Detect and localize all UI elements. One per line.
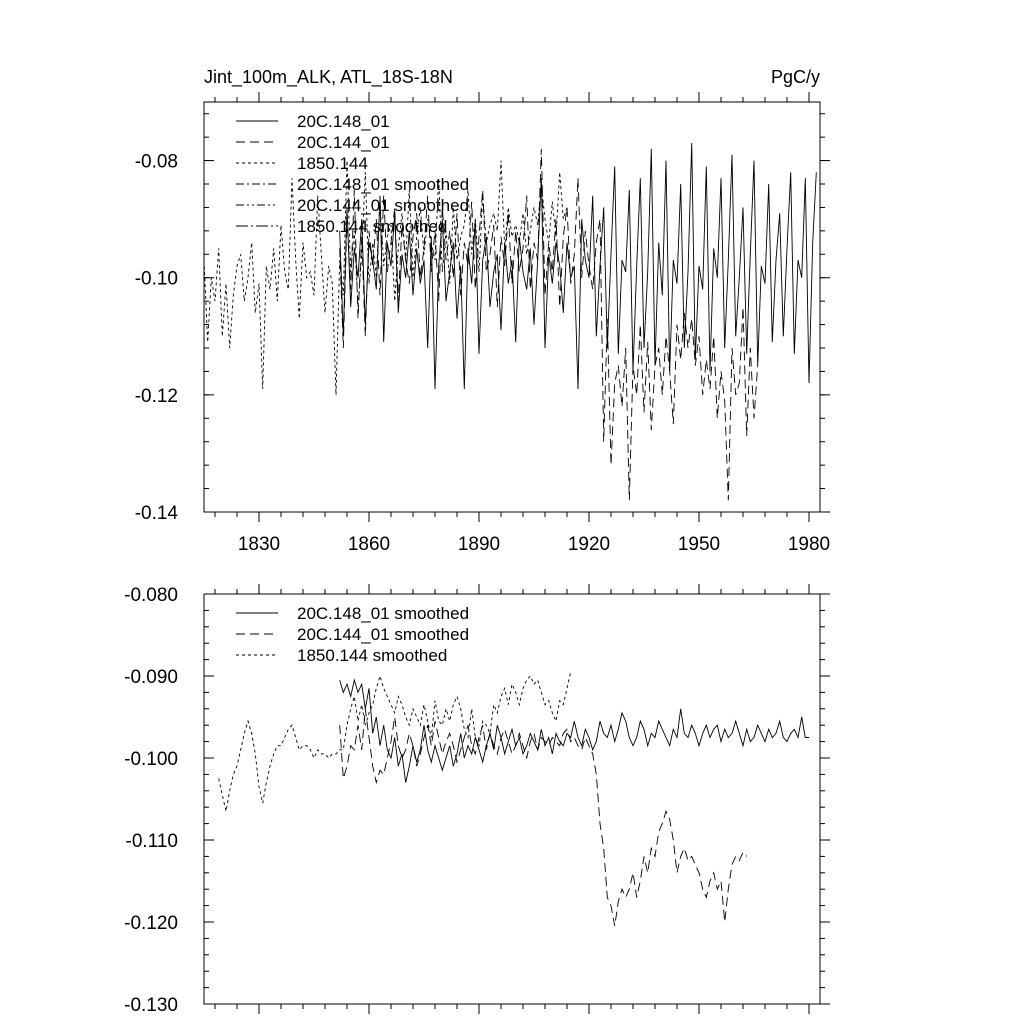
legend-label: 20C.148_01 smoothed xyxy=(297,604,470,623)
legend-label: 20C.144_01 smoothed xyxy=(297,196,470,215)
legend-label: 20C.148_01 xyxy=(297,112,390,131)
series-line xyxy=(340,680,809,783)
series-line xyxy=(340,709,747,926)
y-tick-label: -0.10 xyxy=(134,268,178,290)
legend-label: 1850.144 xyxy=(297,154,368,173)
top-chart-panel xyxy=(135,67,830,555)
x-tick-label: 1860 xyxy=(347,534,391,555)
x-tick-label: 1920 xyxy=(567,534,611,555)
y-tick-label: -0.08 xyxy=(134,151,178,173)
x-tick-label: 1890 xyxy=(457,534,501,555)
units-label: PgC/y xyxy=(770,67,820,87)
y-tick-label: -0.120 xyxy=(124,913,178,934)
bottom-axis-ticks xyxy=(124,584,830,1016)
y-tick-label: -0.110 xyxy=(125,831,178,852)
bottom-series-group xyxy=(219,672,809,926)
x-tick-label: 1830 xyxy=(237,534,281,555)
y-tick-label: -0.130 xyxy=(124,995,178,1016)
legend-label: 20C.144_01 xyxy=(297,133,390,152)
top-series-group xyxy=(204,143,816,500)
legend-label: 20C.144_01 smoothed xyxy=(297,625,470,644)
legend-label: 20C.148_01 smoothed xyxy=(297,175,470,194)
chart-title: Jint_100m_ALK, ATL_18S-18N xyxy=(204,67,453,87)
legend-label: 1850.144 smoothed xyxy=(297,646,448,665)
y-tick-label: -0.080 xyxy=(124,585,178,606)
y-tick-label: -0.14 xyxy=(134,503,178,524)
top-legend xyxy=(236,112,469,236)
y-tick-label: -0.100 xyxy=(124,749,178,770)
bottom-legend xyxy=(236,604,469,665)
y-tick-label: -0.090 xyxy=(124,667,178,688)
legend-label: 1850.144 smoothed xyxy=(297,217,448,236)
x-tick-label: 1980 xyxy=(787,534,831,555)
y-tick-label: -0.12 xyxy=(134,385,178,407)
bottom-chart-panel xyxy=(124,584,830,1016)
x-tick-label: 1950 xyxy=(677,534,721,555)
